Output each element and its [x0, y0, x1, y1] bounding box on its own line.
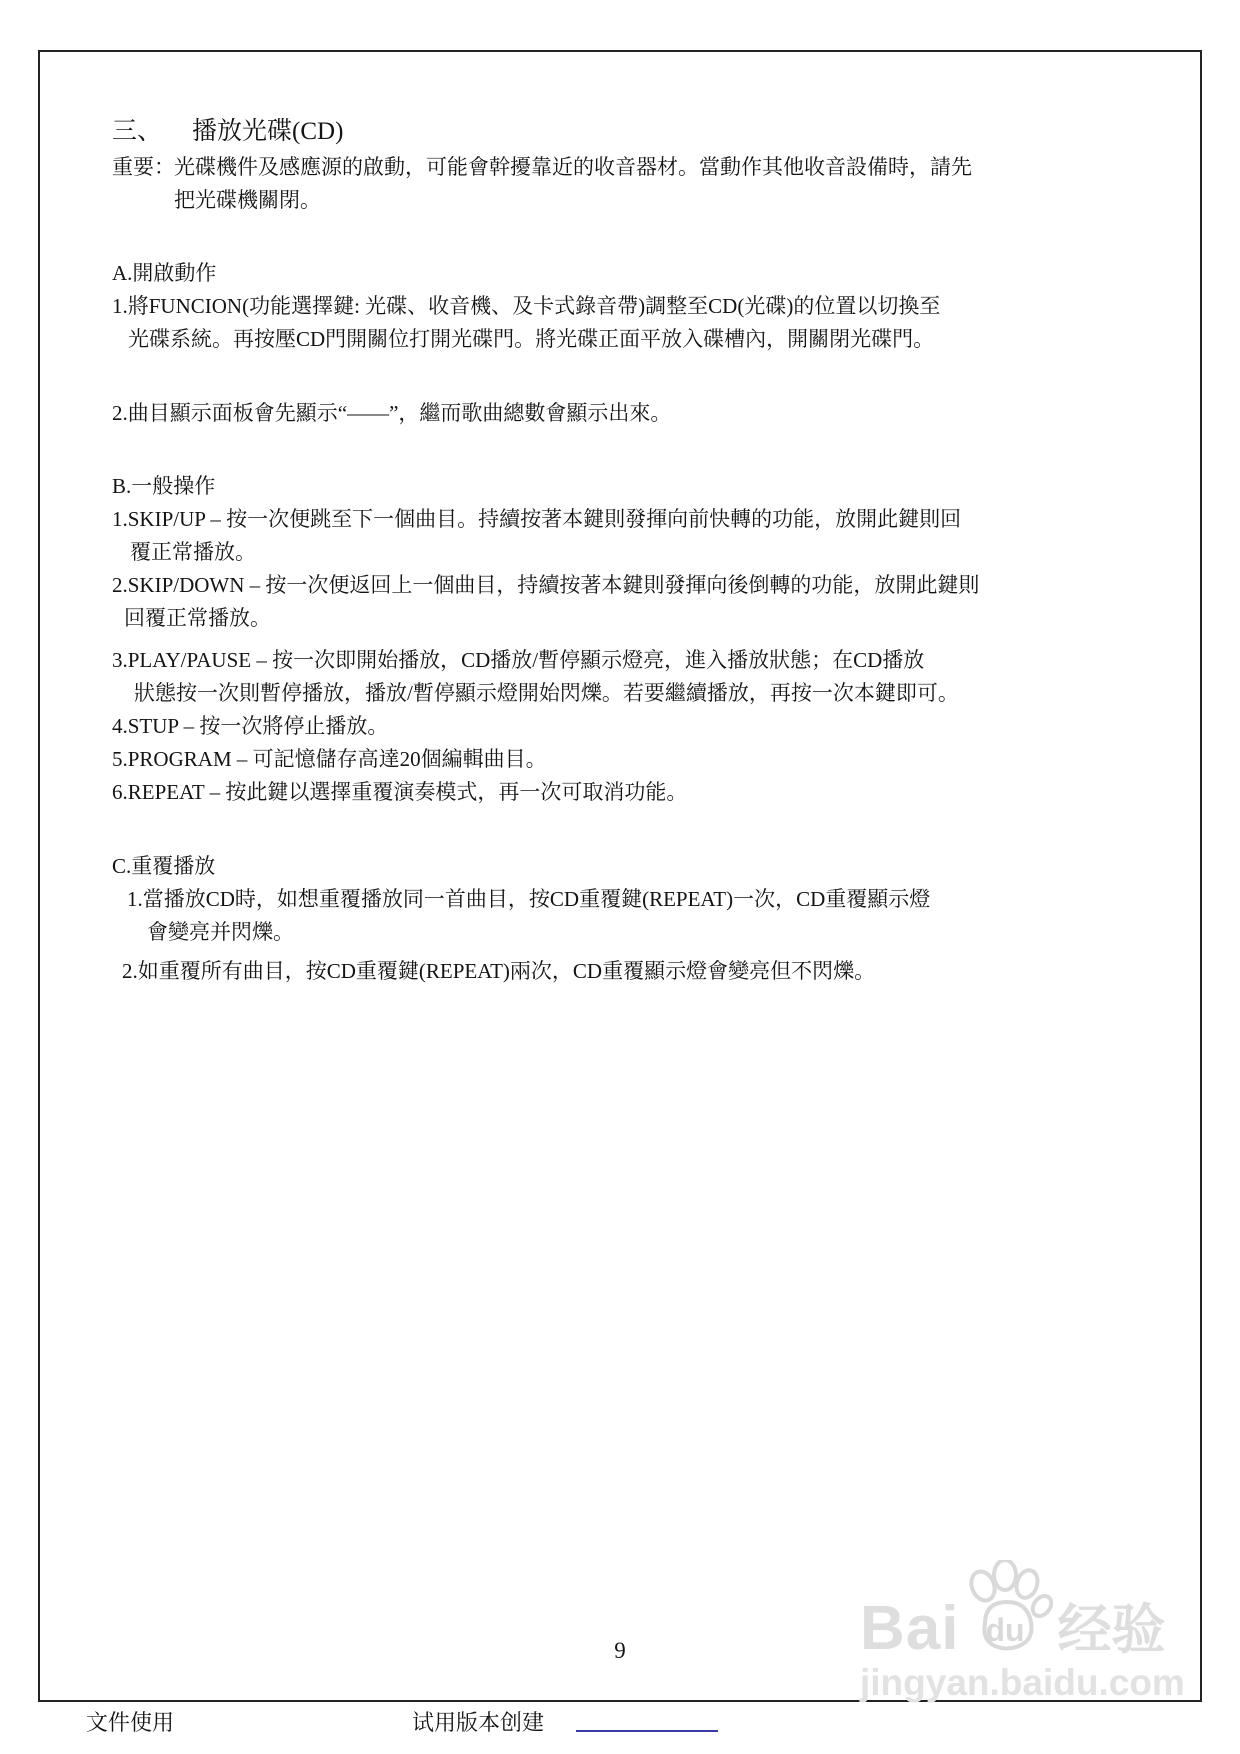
item-b1-line-2: 覆正常播放。: [130, 540, 256, 564]
important-label: 重要：: [112, 155, 175, 179]
item-b4: 4.STUP – 按一次將停止播放。: [112, 714, 389, 738]
baidu-logo: [860, 1556, 1240, 1663]
item-b3-line-1: 3.PLAY/PAUSE – 按一次即開始播放，CD播放/暫停顯示燈亮，進入播放狀態；在CD播放: [112, 648, 925, 672]
page-number: 9: [614, 1638, 626, 1663]
important-text: 光碟機件及感應源的啟動，可能會幹擾靠近的收音器材。當動作其他收音設備時，請先: [174, 155, 972, 179]
section-title: [112, 112, 1102, 152]
baidu-jingyan-text: 经验: [1057, 1600, 1166, 1660]
baidu-paw-icon: [961, 1560, 1053, 1660]
item-b2-line-1: 2.SKIP/DOWN – 按一次便返回上一個曲目，持續按著本鍵則發揮向後倒轉的功能，放開此鍵則: [112, 573, 980, 597]
item-b5: 5.PROGRAM – 可記憶儲存高達20個編輯曲目。: [112, 747, 547, 771]
baidu-jingyan-watermark: [860, 1556, 1240, 1704]
heading-section-c: C.重覆播放: [112, 854, 216, 878]
item-b3-line-2: 狀態按一次則暫停播放，播放/暫停顯示燈開始閃爍。若要繼續播放，再按一次本鍵即可。: [134, 681, 959, 705]
important-note-line-2: 把光碟機關閉。: [174, 188, 321, 212]
section-title-text: 播放光碟(CD): [192, 118, 344, 145]
item-c1-line-2: 會變亮并閃爍。: [147, 920, 294, 944]
important-note-line-1: [112, 151, 1102, 184]
footer-document-usage-label: 文件使用: [86, 1710, 175, 1735]
item-c1-line-1: 1.當播放CD時，如想重覆播放同一首曲目，按CD重覆鍵(REPEAT)一次，CD重覆顯示燈: [127, 887, 931, 911]
heading-section-a: A.開啟動作: [112, 261, 217, 285]
section-number: 三、: [112, 118, 163, 145]
baidu-jingyan-url: jingyan.baidu.com: [860, 1662, 1185, 1703]
baidu-logo-du-text: du: [985, 1612, 1025, 1648]
item-a1-line-1: 1.將FUNCION(功能選擇鍵: 光碟、收音機、及卡式錄音帶)調整至CD(光碟)的位置以切換至: [112, 294, 941, 318]
item-b1-line-1: 1.SKIP/UP – 按一次便跳至下一個曲目。持續按著本鍵則發揮向前快轉的功能，放開此鍵則回: [112, 507, 962, 531]
item-c2: 2.如重覆所有曲目，按CD重覆鍵(REPEAT)兩次，CD重覆顯示燈會變亮但不閃爍。: [122, 959, 876, 983]
item-a2: 2.曲目顯示面板會先顯示“——”，繼而歌曲總數會顯示出來。: [112, 401, 672, 425]
document-body: [112, 112, 1102, 988]
item-a1-line-2: 光碟系統。再按壓CD門開關位打開光碟門。將光碟正面平放入碟槽內，開關閉光碟門。: [128, 327, 935, 351]
item-b2-line-2: 回覆正常播放。: [124, 606, 271, 630]
baidu-logo-bai-text: Bai: [860, 1594, 960, 1663]
item-b6: 6.REPEAT – 按此鍵以選擇重覆演奏模式，再一次可取消功能。: [112, 780, 688, 804]
heading-section-b: B.一般操作: [112, 474, 216, 498]
footer-trial-version-label: 试用版本创建: [412, 1710, 545, 1735]
footer-blank-underline: [576, 1710, 718, 1732]
